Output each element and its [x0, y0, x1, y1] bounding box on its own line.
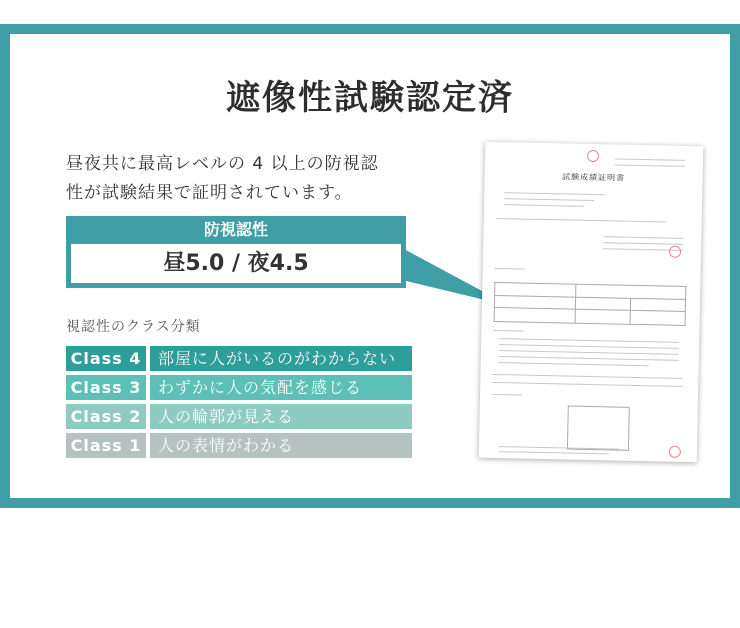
class-row-2 [66, 404, 412, 429]
doc-rule [499, 344, 679, 349]
result-heading: 防視認性 [203, 220, 268, 239]
stamp-icon [587, 150, 599, 162]
class-description: 人の輪郭が見える [150, 404, 412, 429]
doc-rule [504, 198, 594, 201]
class-row-3 [66, 375, 412, 400]
doc-rule [499, 350, 679, 355]
stamp-icon [669, 446, 681, 458]
doc-rule [495, 295, 685, 300]
doc-rule [493, 330, 523, 332]
title-area [10, 70, 730, 119]
result-box [66, 216, 406, 288]
doc-rule [499, 362, 649, 366]
class-row-4 [66, 346, 412, 371]
doc-rule [495, 307, 685, 312]
doc-rule [575, 285, 577, 323]
doc-rule [499, 451, 609, 454]
doc-rule [495, 268, 525, 270]
class-badge: Class 3 [66, 375, 146, 400]
doc-rule [504, 192, 604, 195]
page-title [220, 70, 520, 119]
doc-rule [499, 356, 679, 361]
class-row-1 [66, 433, 412, 458]
classification-title: 視認性のクラス分類 [66, 319, 201, 335]
lead-line-1: 昼夜共に最高レベルの 4 以上の防視認 [66, 154, 379, 174]
lead-line-2: 性が試験結果で証明されています。 [66, 183, 353, 203]
teal-frame [0, 24, 740, 508]
diagram-sketch [567, 406, 630, 451]
content-panel [10, 34, 730, 498]
certificate-image [479, 142, 704, 462]
certificate-title: 試験成績証明書 [562, 172, 626, 183]
stamp-icon [669, 246, 681, 258]
class-description: わずかに人の気配を感じる [150, 375, 412, 400]
doc-rule [496, 218, 666, 223]
doc-rule [492, 382, 682, 387]
page-title-text: 遮像性試験認定済 [226, 78, 514, 118]
class-badge: Class 1 [66, 433, 146, 458]
doc-rule [499, 338, 679, 343]
doc-rule [603, 236, 683, 239]
doc-rule [504, 204, 584, 207]
class-description: 人の表情がわかる [150, 433, 412, 458]
doc-rule [603, 242, 683, 245]
lead-text [66, 150, 426, 208]
doc-rule [492, 394, 522, 396]
doc-rule [492, 374, 682, 379]
class-badge: Class 2 [66, 404, 146, 429]
result-table-image [494, 282, 687, 326]
doc-rule [615, 164, 685, 166]
class-badge: Class 4 [66, 346, 146, 371]
result-value: 昼5.0 / 夜4.5 [71, 244, 401, 283]
doc-rule [615, 158, 685, 160]
class-description: 部屋に人がいるのがわからない [150, 346, 412, 371]
